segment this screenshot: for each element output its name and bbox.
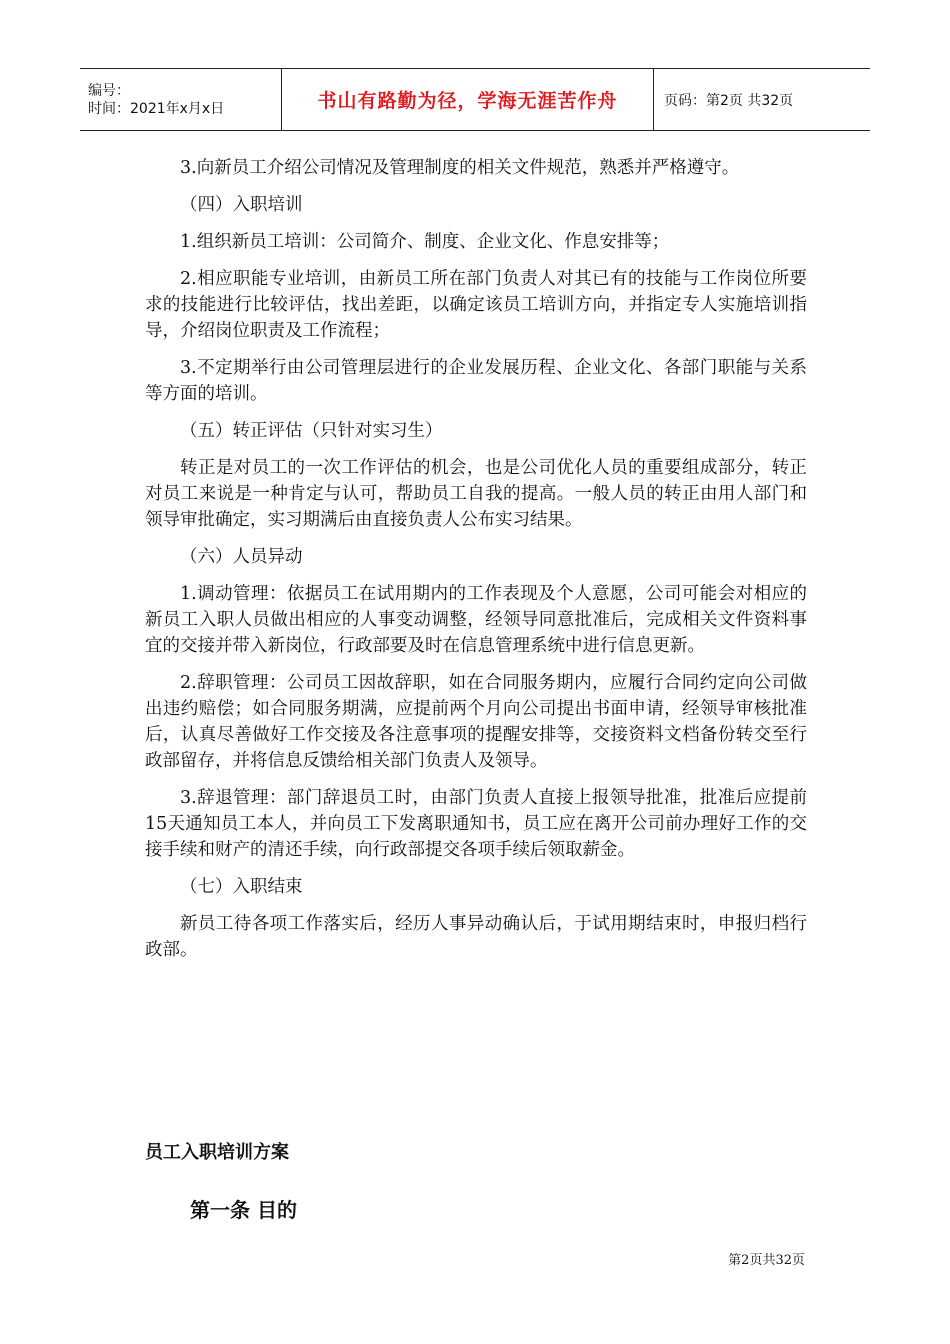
section-heading: （五）转正评估（只针对实习生） xyxy=(180,421,443,441)
paragraph: 新员工待各项工作落实后，经历人事异动确认后，于试用期结束时，申报归档行政部。 xyxy=(145,914,807,960)
section-heading: （七）入职结束 xyxy=(180,877,303,897)
paragraph: 1.调动管理：依据员工在试用期内的工作表现及个人意愿，公司可能会对相应的新员工入职人员做出相应的人事变动调整，经领导同意批准后，完成相关文件资料事宜的交接并带入新岗位，行政部要及时在信息管理系统中进行信息更新。 xyxy=(145,584,807,656)
section-heading: （六）人员异动 xyxy=(180,547,303,567)
page-footer: 第2页共32页 xyxy=(728,1253,805,1268)
paragraph: 3.辞退管理：部门辞退员工时，由部门负责人直接上报领导批准，批准后应提前15天通知员工本人，并向员工下发离职通知书，员工应在离开公司前办理好工作的交接手续和财产的清还手续，向行政部提交各项手续后领取薪金。 xyxy=(145,788,807,860)
page-header xyxy=(80,68,870,131)
paragraph: 转正是对员工的一次工作评估的机会，也是公司优化人员的重要组成部分，转正对员工来说是一种肯定与认可，帮助员工自我的提高。一般人员的转正由用人部门和领导审批确定，实习期满后由直接负责人公布实习结果。 xyxy=(145,458,807,530)
header-motto: 书山有路勤为径，学海无涯苦作舟 xyxy=(282,69,654,130)
paragraph: 3.向新员工介绍公司情况及管理制度的相关文件规范，熟悉并严格遵守。 xyxy=(180,158,740,178)
section-heading: （四）入职培训 xyxy=(180,195,303,215)
section-title: 员工入职培训方案 xyxy=(145,1142,289,1163)
doc-number-label: 编号： xyxy=(88,82,130,99)
document-body xyxy=(145,155,807,974)
header-meta xyxy=(80,69,282,130)
paragraph: 2.辞职管理：公司员工因故辞职，如在合同服务期内，应履行合同约定向公司做出违约赔偿；如合同服务期满，应提前两个月向公司提出书面申请，经领导审核批准后，认真尽善做好工作交接及各注意事项的提醒安排等，交接资料文档备份转交至行政部留存，并将信息反馈给相关部门负责人及领导。 xyxy=(145,673,807,771)
paragraph: 1.组织新员工培训：公司简介、制度、企业文化、作息安排等； xyxy=(180,232,670,252)
doc-time-label: 时间：2021年x月x日 xyxy=(88,100,225,117)
paragraph: 3.不定期举行由公司管理层进行的企业发展历程、企业文化、各部门职能与关系等方面的培训。 xyxy=(145,358,807,404)
article-title: 第一条 目的 xyxy=(190,1198,297,1222)
paragraph: 2.相应职能专业培训，由新员工所在部门负责人对其已有的技能与工作岗位所要求的技能进行比较评估，找出差距，以确定该员工培训方向，并指定专人实施培训指导，介绍岗位职责及工作流程； xyxy=(145,269,807,341)
header-page-number: 页码：第2页 共32页 xyxy=(664,92,794,109)
